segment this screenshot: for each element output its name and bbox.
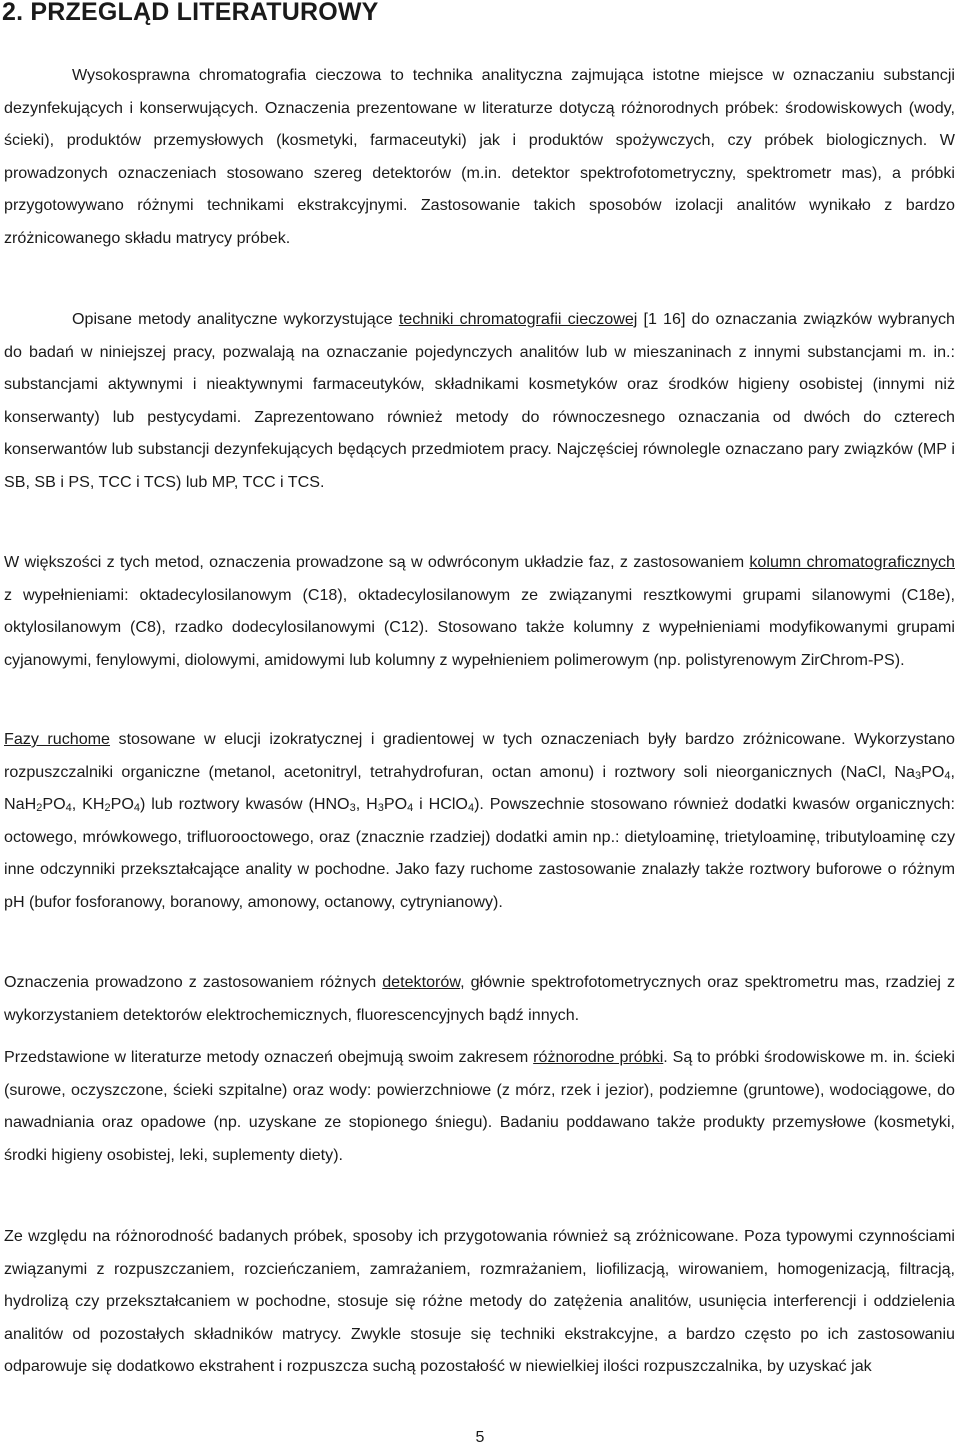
paragraph-columns: [4, 546, 955, 676]
underlined-term-lc-techniques: techniki chromatografii cieczowej: [398, 310, 638, 328]
paragraph-methods: [4, 303, 955, 498]
text-span: Oznaczenia prowadzono z zastosowaniem różnych: [4, 973, 383, 991]
underlined-term-mobile-phases: Fazy ruchome: [4, 730, 111, 748]
text-span: . Są to próbki środowiskowe m. in. ścieki (surowe, oczyszczone, ścieki szpitalne) oraz wody: powierzchniowe (z mórz, rzek i jezior), podziemne (gruntowe), wodociągowe, do nawadniania oraz opadowe (np. uzyskane ze stopionego śniegu). Badaniu poddawano także produkty przemysłowe (kosmetyki, środki higieny osobistej, leki, suplementy diety).: [4, 1048, 955, 1164]
subscript: 4: [944, 769, 951, 782]
subscript: 3: [377, 802, 384, 814]
text-span: z wypełnieniami: oktadecylosilanowym (C18), oktadecylosilanowym ze związanymi resztkowymi grupami silanowymi (C18e), oktylosilanowym (C8), rzadko dodecylosilanowymi (C12). Stosowano także kolumny z wypełnieniami modyfikowanymi grupami cyjanowymi, fenylowymi, diolowymi, amidowymi lub kolumny z wypełnieniem polimerowym (np. polistyrenowym ZirChrom-PS).: [4, 585, 955, 669]
text-span: PO: [383, 795, 408, 813]
text-span: PO: [42, 795, 66, 813]
text-span: PO: [110, 795, 134, 813]
paragraph-mobile-phases: [4, 723, 955, 918]
subscript: 3: [915, 769, 922, 782]
text-span: PO: [921, 762, 945, 781]
underlined-term-columns: kolumn chromatograficznych: [749, 553, 955, 571]
subscript: 2: [104, 802, 111, 814]
text-span: ). Powszechnie stosowano również dodatki kwasów organicznych: octowego, mrówkowego, trifluorooctowego, oraz (znacznie rzadziej) dodatki amin np.: dietyloaminę, trietyloaminę, tributyloaminę czy inne odczynniki przekształcające anality w pochodne. Jako fazy ruchome zastosowanie znalazły także roztwory buforowe o różnym pH (bufor fosforanowy, boranowy, amonowy, octanowy, cytrynianowy).: [4, 795, 955, 911]
paragraph-samples: [4, 1041, 955, 1171]
underlined-term-detectors: detektorów: [382, 973, 461, 991]
text-span: Opisane metody analityczne wykorzystujące: [72, 310, 399, 328]
subscript: 4: [407, 802, 414, 814]
text-span: , H: [355, 795, 378, 813]
text-span: ) lub roztwory kwasów (HNO: [139, 795, 350, 813]
underlined-term-samples: różnorodne próbki: [533, 1048, 664, 1066]
text-span: stosowane w elucji izokratycznej i gradientowej w tych oznaczeniach były bardzo zróżnicowane. Wykorzystano rozpuszczalniki organiczne (metanol, acetonitryl, tetrahydrofuran, octan amonu) i roztwory soli nieorganicznych (NaCl, Na: [4, 730, 955, 781]
text-span: Przedstawione w literaturze metody oznaczeń obejmują swoim zakresem: [4, 1048, 534, 1066]
paragraph-sample-preparation: Ze względu na różnorodność badanych próbek, sposoby ich przygotowania również są zróżnicowane. Poza typowymi czynnościami związanymi z rozpuszczaniem, rozcieńczaniem, zamrażaniem, rozmrażaniem, liofilizacją, wirowaniem, homogenizacją, filtracją, hydrolizą czy przekształcaniem w pochodne, stosuje się różne metody do zatężenia analitów, usunięcia interferencji i oddzielenia analitów od pozostałych składników matrycy. Zwykle stosuje się techniki ekstrakcyjne, a bardzo często po ich zastosowaniu odparowuje się dodatkowo ekstrahent i rozpuszcza suchą pozostałość w niewielkiej ilości rozpuszczalnika, by uzyskać jak: [4, 1227, 955, 1375]
subscript: 4: [65, 802, 72, 814]
text-span: , KH: [71, 795, 105, 813]
page-number: 5: [475, 1429, 485, 1446]
text-span: [1 16] do oznaczania związków wybranych do badań w niniejszej pracy, pozwalają na oznaczanie pojedynczych analitów lub w mieszaninach z innymi substancjami m. in.: substancjami aktywnymi i nieaktywnymi farmaceutyków, składnikami kosmetyków oraz środków higieny osobistej (innymi niż konserwanty) lub pestycydami. Zaprezentowano również metody do równoczesnego oznaczania od dwóch do czterech konserwantów lub substancji dezynfekujących będących przedmiotem pracy. Najczęściej równolegle oznaczano pary związków (MP i SB, SB i PS, TCC i TCS) lub MP, TCC i TCS.: [4, 310, 955, 491]
subscript: 2: [36, 802, 43, 814]
subscript: 4: [467, 802, 475, 814]
paragraph-intro: Wysokosprawna chromatografia cieczowa to technika analityczna zajmująca istotne miejsce w oznaczaniu substancji dezynfekujących i konserwujących. Oznaczenia prezentowane w literaturze dotyczą różnorodnych próbek: środowiskowych (wody, ścieki), produktów przemysłowych (kosmetyki, farmaceutyki) jak i produktów spożywczych, czy próbek biologicznych. W prowadzonych oznaczeniach stosowano szereg detektorów (m.in. detektor spektrofotometryczny, spektrometr mas), a próbki przygotowywano różnymi technikami ekstrakcyjnymi. Zastosowanie takich sposobów izolacji analitów wynikało z bardzo zróżnicowanego składu matrycy próbek.: [4, 66, 955, 247]
paragraph-detectors: [4, 966, 955, 1031]
section-heading: 2. PRZEGLĄD LITERATUROWY: [2, 0, 379, 26]
subscript: 4: [133, 802, 140, 814]
subscript: 3: [349, 802, 356, 814]
text-span: i HClO: [413, 795, 468, 813]
text-span: , NaH: [4, 762, 955, 813]
text-span: , głównie spektrofotometrycznych oraz spektrometru mas, rzadziej z wykorzystaniem detektorów elektrochemicznych, fluorescencyjnych bądź innych.: [4, 973, 955, 1024]
text-span: W większości z tych metod, oznaczenia prowadzone są w odwróconym układzie faz, z zastosowaniem: [4, 553, 750, 571]
